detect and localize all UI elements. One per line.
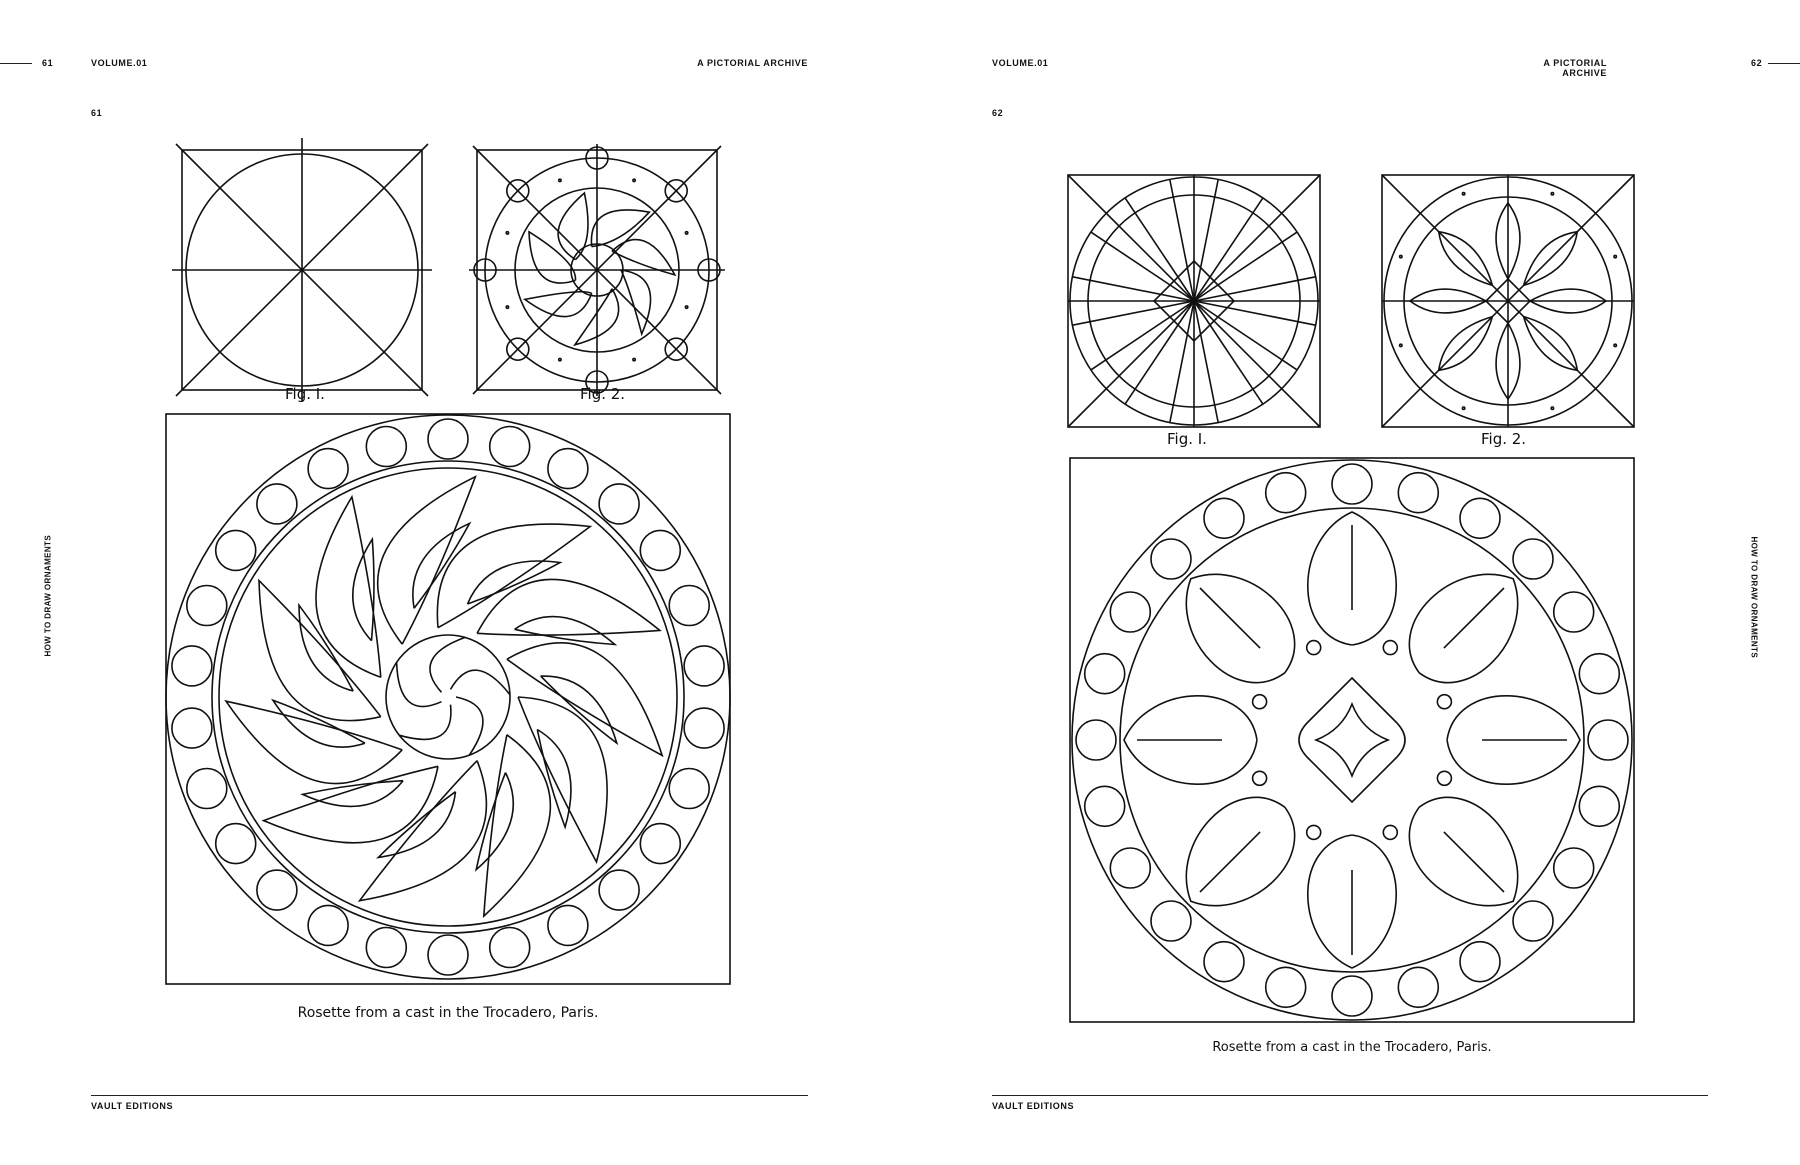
swirl-leaf xyxy=(484,735,551,916)
dot xyxy=(1551,193,1553,195)
swirl-rosette-illustration xyxy=(166,414,730,984)
dot xyxy=(1614,255,1616,257)
border-bead xyxy=(1332,464,1372,504)
leaf-curl xyxy=(1307,825,1321,839)
border-bead xyxy=(172,646,212,686)
border-bead xyxy=(490,427,530,467)
footer-rule xyxy=(992,1095,1708,1096)
swirl-leaf xyxy=(507,643,662,756)
border-bead xyxy=(1513,901,1553,941)
border-bead xyxy=(257,870,297,910)
center-swirl xyxy=(451,670,511,695)
leaf-curl xyxy=(1437,695,1451,709)
border-bead xyxy=(1398,967,1438,1007)
border-bead xyxy=(428,935,468,975)
dot xyxy=(1400,255,1402,257)
fig-1-label: Fig. I. xyxy=(285,385,325,403)
header-rule xyxy=(1768,63,1800,64)
border-bead xyxy=(1085,654,1125,694)
border-bead xyxy=(366,427,406,467)
center-swirl xyxy=(430,637,465,692)
page-folio: 62 xyxy=(1751,58,1763,68)
border-bead xyxy=(1398,473,1438,513)
fig-2-label: Fig. 2. xyxy=(580,385,626,403)
fig-1-construction-diagram xyxy=(1068,175,1320,427)
archive-label: A PICTORIAL ARCHIVE xyxy=(1543,58,1607,78)
border-bead xyxy=(1588,720,1628,760)
border-bead xyxy=(1110,848,1150,888)
border-bead xyxy=(548,905,588,945)
archive-label: A PICTORIAL ARCHIVE xyxy=(697,58,808,68)
side-title: HOW TO DRAW ORNAMENTS xyxy=(1749,536,1759,659)
leaf-curl xyxy=(1253,771,1267,785)
border-bead xyxy=(172,708,212,748)
swirl-blade xyxy=(303,781,404,807)
center-swirl xyxy=(456,697,483,755)
border-bead xyxy=(1204,498,1244,538)
fig-2-construction-diagram xyxy=(1382,175,1634,427)
border-bead xyxy=(1076,720,1116,760)
dot xyxy=(559,179,561,181)
swirl-blade xyxy=(378,792,455,858)
inner-border-circle xyxy=(219,468,677,926)
border-bead xyxy=(1151,901,1191,941)
swirl-leaf xyxy=(259,581,381,721)
border-bead xyxy=(669,769,709,809)
border-bead xyxy=(1332,976,1372,1016)
border-bead xyxy=(1513,539,1553,579)
leaf-rosette-illustration xyxy=(1070,458,1634,1022)
leaf-midrib xyxy=(1444,588,1504,648)
dot xyxy=(1462,193,1464,195)
border-bead xyxy=(308,905,348,945)
leaf-midrib xyxy=(1200,832,1260,892)
border-bead xyxy=(187,586,227,626)
swirl-leaf xyxy=(378,477,476,644)
dot xyxy=(559,358,561,360)
border-bead xyxy=(684,708,724,748)
dot xyxy=(1551,407,1553,409)
border-bead xyxy=(1151,539,1191,579)
leaf-curl xyxy=(1307,641,1321,655)
dot xyxy=(633,358,635,360)
border-bead xyxy=(490,928,530,968)
fig-1-construction-diagram xyxy=(182,150,422,390)
dot xyxy=(685,306,687,308)
swirl-blade xyxy=(468,561,561,604)
swirl-blade xyxy=(515,617,615,645)
swirl-petal xyxy=(621,270,651,334)
leaf-curl xyxy=(1253,695,1267,709)
border-bead xyxy=(640,530,680,570)
border-bead xyxy=(1554,592,1594,632)
border-bead xyxy=(428,419,468,459)
border-bead xyxy=(599,870,639,910)
dot xyxy=(1400,344,1402,346)
footer-rule xyxy=(91,1095,808,1096)
border-bead xyxy=(308,449,348,489)
dot xyxy=(1462,407,1464,409)
plate-number: 61 xyxy=(91,108,103,118)
fig-2-label: Fig. 2. xyxy=(1481,430,1527,448)
swirl-blade xyxy=(541,676,617,743)
border-bead xyxy=(684,646,724,686)
center-swirl xyxy=(399,705,451,740)
leaf-curl xyxy=(1383,825,1397,839)
leaf-midrib xyxy=(1444,832,1504,892)
volume-label: VOLUME.01 xyxy=(992,58,1049,68)
inner-border-circle xyxy=(212,461,684,933)
center-cross xyxy=(1316,704,1388,776)
border-bead xyxy=(187,769,227,809)
border-bead xyxy=(216,824,256,864)
header-rule xyxy=(0,63,32,64)
rosette-caption: Rosette from a cast in the Trocadero, Paris. xyxy=(1212,1040,1492,1055)
swirl-petal xyxy=(558,193,588,260)
side-title: HOW TO DRAW ORNAMENTS xyxy=(43,534,53,657)
border-bead xyxy=(640,824,680,864)
swirl-petal xyxy=(525,292,592,317)
footer-publisher: VAULT EDITIONS xyxy=(992,1101,1075,1111)
volume-label: VOLUME.01 xyxy=(91,58,148,68)
border-bead xyxy=(1204,942,1244,982)
right-page xyxy=(900,0,1800,1165)
border-bead xyxy=(1110,592,1150,632)
swirl-petal xyxy=(591,210,649,247)
border-bead xyxy=(1460,942,1500,982)
rosette-caption: Rosette from a cast in the Trocadero, Paris. xyxy=(297,1005,599,1021)
footer-publisher: VAULT EDITIONS xyxy=(91,1101,174,1111)
leaf-midrib xyxy=(1200,588,1260,648)
border-bead xyxy=(1266,473,1306,513)
fig-2-construction-diagram xyxy=(477,150,717,390)
border-bead xyxy=(366,928,406,968)
dot xyxy=(506,306,508,308)
page-folio: 61 xyxy=(42,58,54,68)
swirl-leaf xyxy=(518,697,607,862)
border-bead xyxy=(257,484,297,524)
border-bead xyxy=(1579,654,1619,694)
border-bead xyxy=(1579,786,1619,826)
swirl-petal xyxy=(529,232,576,283)
border-bead xyxy=(548,449,588,489)
border-bead xyxy=(1266,967,1306,1007)
swirl-blade xyxy=(353,539,374,641)
fig-1-label: Fig. I. xyxy=(1167,430,1207,448)
border-bead xyxy=(1554,848,1594,888)
swirl-blade xyxy=(299,605,353,691)
swirl-leaf xyxy=(264,766,438,842)
border-bead xyxy=(1085,786,1125,826)
dot xyxy=(506,232,508,234)
dot xyxy=(1614,344,1616,346)
plate-number: 62 xyxy=(992,108,1004,118)
swirl-blade xyxy=(476,773,513,870)
dot xyxy=(685,232,687,234)
outer-border-circle xyxy=(166,415,730,979)
border-bead xyxy=(599,484,639,524)
border-bead xyxy=(216,530,256,570)
leaf-curl xyxy=(1437,771,1451,785)
dot xyxy=(633,179,635,181)
leaf-curl xyxy=(1383,641,1397,655)
border-bead xyxy=(1460,498,1500,538)
border-bead xyxy=(669,586,709,626)
swirl-blade xyxy=(413,523,470,608)
